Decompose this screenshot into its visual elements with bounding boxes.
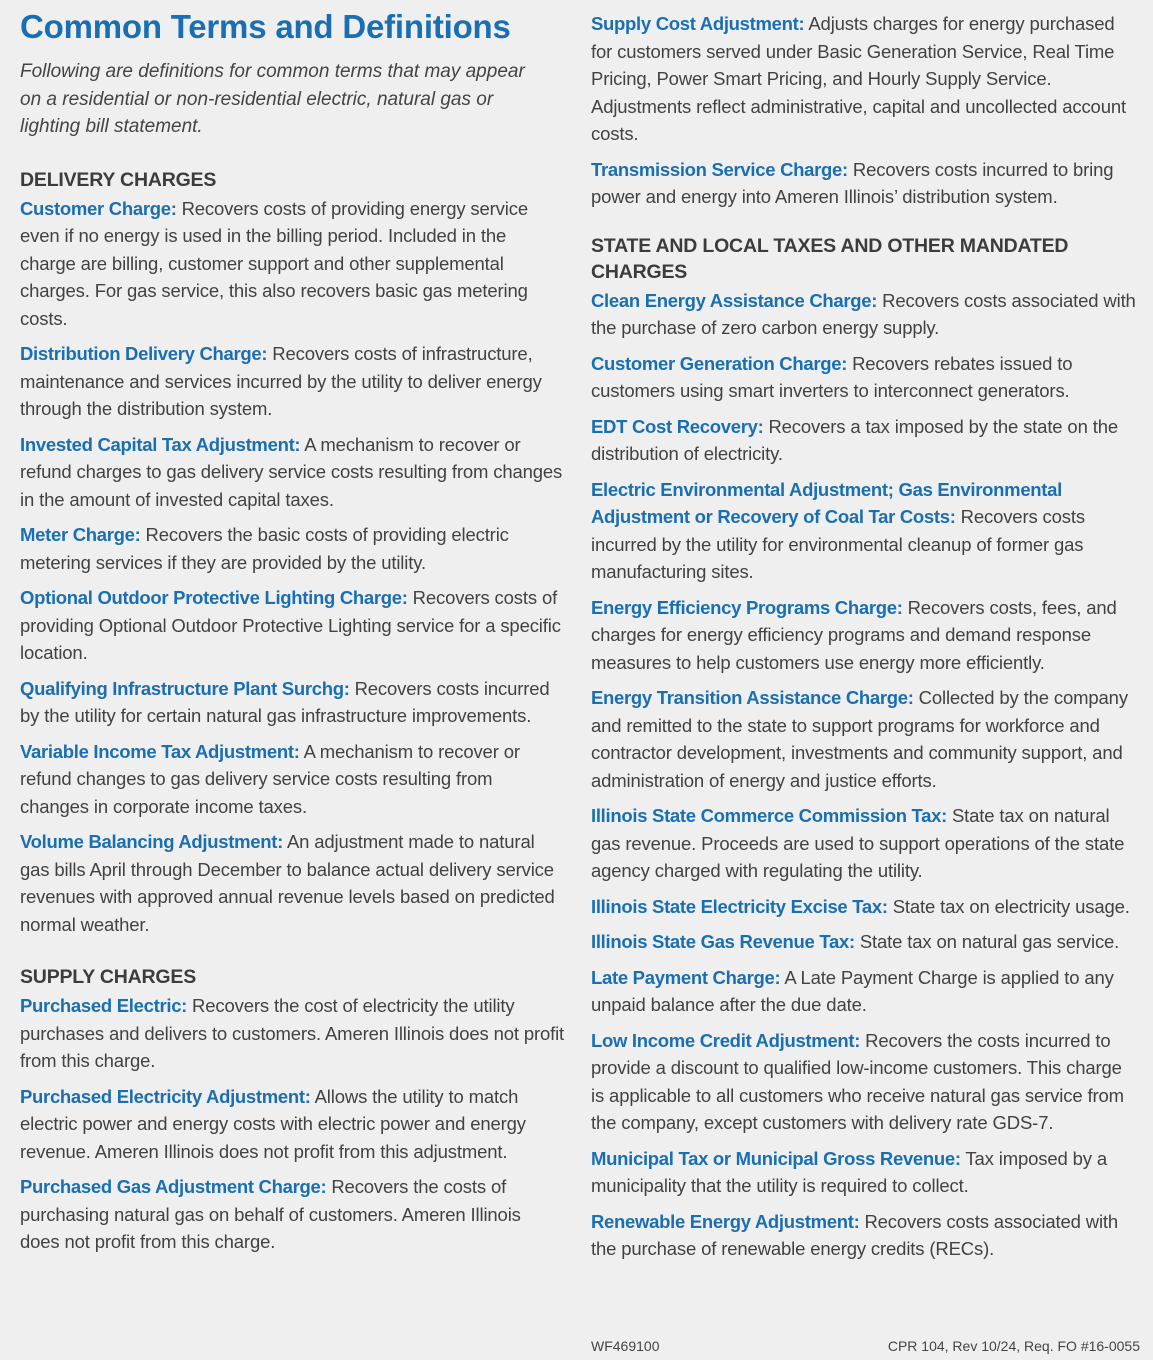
term-definition: A mechanism to recover or refund charges to gas delivery service costs resulting from changes in the amount of invested capital taxes. bbox=[20, 433, 563, 510]
term-name: Volume Balancing Adjustment: bbox=[20, 831, 283, 852]
term-name: Distribution Delivery Charge: bbox=[20, 343, 268, 364]
taxes-entries bbox=[591, 287, 1136, 1263]
definition-entry bbox=[591, 802, 1136, 885]
term-name: Invested Capital Tax Adjustment: bbox=[20, 433, 301, 455]
term-name: Energy Efficiency Programs Charge: bbox=[591, 596, 903, 618]
term-name: Low Income Credit Adjustment: bbox=[591, 1029, 861, 1051]
term-name: Electric Environmental Adjustment; Gas Environmental Adjustment or Recovery of Coal Tar Costs: bbox=[591, 478, 1062, 527]
term-definition: Recovers costs incurred by the utility for environmental cleanup of former gas manufacturing sites. bbox=[591, 506, 1085, 582]
section-heading-delivery: DELIVERY CHARGES bbox=[20, 168, 217, 191]
definition-entry bbox=[591, 684, 1136, 794]
term-definition: Adjusts charges for energy purchased for customers served under Basic Generation Service, Real Time Pricing, Power Smart Pricing, and Hourly Supply Service. Adjustments reflect administrative, capital and uncollected account costs. bbox=[591, 13, 1126, 144]
term-definition: Recovers costs associated with the purchase of zero carbon energy supply. bbox=[591, 289, 1136, 338]
definition-entry bbox=[591, 1027, 1136, 1137]
term-name: Optional Outdoor Protective Lighting Charge: bbox=[20, 587, 408, 608]
definition-entry bbox=[591, 350, 1136, 405]
definition-entry bbox=[20, 738, 565, 821]
term-definition: Recovers costs incurred to bring power and energy into Ameren Illinois’ distribution system. bbox=[591, 158, 1114, 207]
definition-entry bbox=[20, 521, 565, 576]
term-definition: Recovers the basic costs of providing electric metering services if they are provided by the utility. bbox=[20, 524, 509, 573]
definition-entry bbox=[591, 413, 1136, 468]
term-definition: Tax imposed by a municipality that the utility is required to collect. bbox=[591, 1147, 1107, 1196]
term-name: Purchased Electricity Adjustment: bbox=[20, 1085, 311, 1107]
definition-entry bbox=[20, 1083, 565, 1166]
definition-entry bbox=[591, 964, 1136, 1019]
term-name: EDT Cost Recovery: bbox=[591, 415, 764, 437]
term-definition: Recovers costs, fees, and charges for energy efficiency programs and demand response measures to help customers use energy more efficiently. bbox=[591, 596, 1117, 673]
revision-note: CPR 104, Rev 10/24, Req. FO #16-0055 bbox=[887, 1338, 1140, 1354]
term-name: Purchased Gas Adjustment Charge: bbox=[20, 1176, 327, 1197]
definition-entry bbox=[591, 10, 1136, 148]
term-name: Qualifying Infrastructure Plant Surchg: bbox=[20, 677, 350, 699]
term-name: Illinois State Commerce Commission Tax: bbox=[591, 805, 947, 826]
intro-text: Following are definitions for common terms that may appear on a residential or non-residential electric, natural gas or lighting bill statement. bbox=[20, 61, 525, 137]
definition-entry bbox=[591, 928, 1136, 956]
definition-entry bbox=[591, 476, 1136, 586]
definition-entry bbox=[20, 584, 565, 667]
term-definition: A Late Payment Charge is applied to any unpaid balance after the due date. bbox=[591, 966, 1114, 1015]
term-name: Supply Cost Adjustment: bbox=[591, 13, 805, 34]
term-definition: Recovers the costs incurred to provide a discount to qualified low-income customers. This charge is applicable to all customers who receive natural gas service from the company, except customers with delivery rate GDS-7. bbox=[591, 1029, 1124, 1133]
term-definition: Recovers a tax imposed by the state on the distribution of electricity. bbox=[591, 415, 1118, 464]
term-name: Clean Energy Assistance Charge: bbox=[591, 289, 878, 311]
term-name: Customer Generation Charge: bbox=[591, 352, 848, 374]
term-definition: Recovers the costs of purchasing natural gas on behalf of customers. Ameren Illinois does not profit from this charge. bbox=[20, 1176, 521, 1252]
term-definition: Recovers rebates issued to customers using smart inverters to interconnect generators. bbox=[591, 352, 1073, 401]
section-heading-supply: SUPPLY CHARGES bbox=[20, 966, 197, 988]
term-name: Transmission Service Charge: bbox=[591, 158, 848, 180]
definition-entry bbox=[20, 195, 565, 333]
term-definition: Recovers costs of providing Optional Outdoor Protective Lighting service for a specific location. bbox=[20, 587, 561, 663]
term-definition: Recovers costs of infrastructure, maintenance and services incurred by the utility to deliver energy through the distribution system. bbox=[20, 343, 542, 419]
definition-entry bbox=[591, 1145, 1136, 1200]
definition-entry bbox=[20, 1173, 565, 1256]
supply-entries-left bbox=[20, 992, 565, 1256]
definition-entry bbox=[20, 675, 565, 730]
definition-entry bbox=[20, 992, 565, 1075]
term-name: Renewable Energy Adjustment: bbox=[591, 1210, 860, 1232]
term-name: Purchased Electric: bbox=[20, 995, 188, 1016]
definition-entry bbox=[20, 340, 565, 423]
term-definition: State tax on natural gas service. bbox=[854, 931, 1120, 952]
definition-entry bbox=[591, 287, 1136, 342]
term-definition: A mechanism to recover or refund changes to gas delivery service costs resulting from changes in corporate income taxes. bbox=[20, 740, 520, 817]
term-name: Illinois State Electricity Excise Tax: bbox=[591, 895, 888, 917]
term-name: Meter Charge: bbox=[20, 524, 141, 545]
definition-entry bbox=[20, 828, 565, 938]
definition-entry bbox=[591, 1208, 1136, 1263]
term-name: Illinois State Gas Revenue Tax: bbox=[591, 931, 855, 952]
term-name: Variable Income Tax Adjustment: bbox=[20, 740, 300, 762]
definition-entry bbox=[20, 431, 565, 514]
form-code: WF469100 bbox=[591, 1338, 660, 1354]
delivery-entries bbox=[20, 195, 565, 939]
term-name: Late Payment Charge: bbox=[591, 966, 781, 988]
definition-entry bbox=[591, 156, 1136, 211]
term-definition: State tax on electricity usage. bbox=[887, 895, 1130, 917]
term-definition: Allows the utility to match electric power and energy costs with electric power and energy revenue. Ameren Illinois does not profit from this adjustment. bbox=[20, 1085, 526, 1162]
supply-entries-right bbox=[591, 10, 1136, 211]
term-definition: Recovers costs associated with the purchase of renewable energy credits (RECs). bbox=[591, 1210, 1119, 1259]
term-name: Customer Charge: bbox=[20, 197, 177, 219]
term-definition: Recovers the cost of electricity the utility purchases and delivers to customers. Ameren Illinois does not profit from this charge. bbox=[20, 995, 565, 1071]
term-name: Energy Transition Assistance Charge: bbox=[591, 687, 914, 708]
term-definition: Recovers costs of providing energy service even if no energy is used in the billing period. Included in the charge are billing, customer support and other supplemental charges. For gas service, this also recovers basic gas metering costs. bbox=[20, 197, 528, 329]
section-heading-taxes: STATE AND LOCAL TAXES AND OTHER MANDATED CHARGES bbox=[591, 234, 1069, 283]
term-definition: Collected by the company and remitted to the state to support programs for workforce and contractor development, investments and community support, and administration of energy and justice efforts. bbox=[591, 687, 1128, 791]
term-definition: State tax on natural gas revenue. Proceeds are used to support operations of the state agency charged with regulating the utility. bbox=[591, 805, 1125, 881]
right-column bbox=[591, 10, 1136, 1271]
page-title: Common Terms and Definitions bbox=[20, 8, 511, 45]
definition-entry bbox=[591, 594, 1136, 677]
term-name: Municipal Tax or Municipal Gross Revenue: bbox=[591, 1147, 961, 1169]
left-column bbox=[20, 0, 565, 1264]
definition-entry bbox=[591, 893, 1136, 921]
term-definition: Recovers costs incurred by the utility for certain natural gas infrastructure improvements. bbox=[20, 677, 550, 726]
term-definition: An adjustment made to natural gas bills April through December to balance actual delivery service revenues with approved annual revenue levels based on predicted normal weather. bbox=[20, 831, 555, 935]
